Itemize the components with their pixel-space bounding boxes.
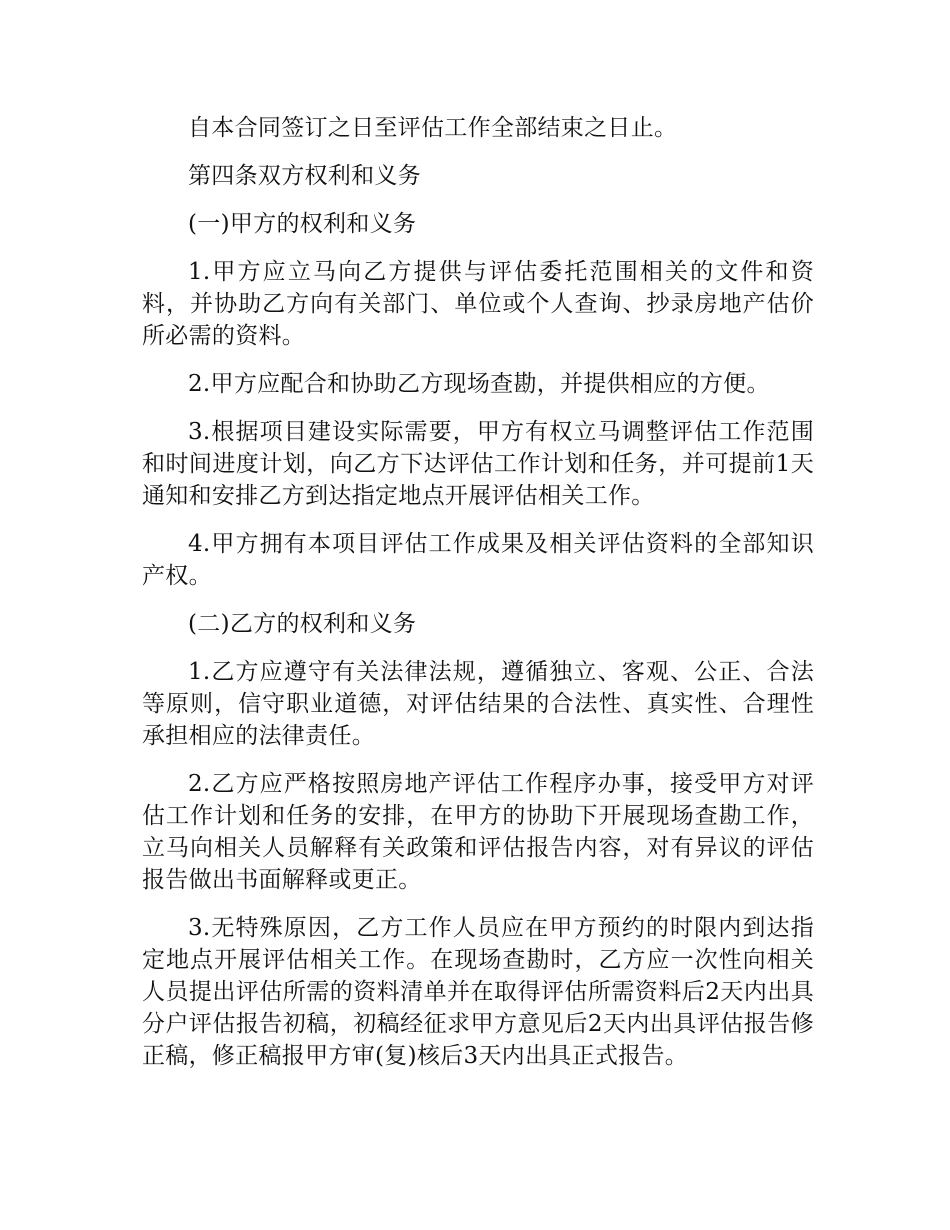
clause-b-3: 3.无特殊原因，乙方工作人员应在甲方预约的时限内到达指定地点开展评估相关工作。在现场查勘时，乙方应一次性向相关人员提出评估所需的资料清单并在取得评估所需资料后2天内出具分户评估报告初稿，初稿经征求甲方意见后2天内出具评估报告修正稿，修正稿报甲方审(复)核后3天内出具正式报告。 [142,915,814,1069]
clause-a-3: 3.根据项目建设实际需要，甲方有权立马调整评估工作范围和时间进度计划，向乙方下达评估工作计划和任务，并可提前1天通知和安排乙方到达指定地点开展评估相关工作。 [142,419,814,509]
document-page [142,112,814,1088]
heading-article-four: 第四条双方权利和义务 [188,163,421,189]
heading-party-b-rights: (二)乙方的权利和义务 [188,611,417,637]
heading-party-a-rights: (一)甲方的权利和义务 [188,211,417,237]
clause-b-2: 2.乙方应严格按照房地产评估工作程序办事，接受甲方对评估工作计划和任务的安排，在甲方的协助下开展现场查勘工作，立马向相关人员解释有关政策和评估报告内容，对有异议的评估报告做出书面解释或更正。 [142,771,814,893]
clause-a-2: 2.甲方应配合和协助乙方现场查勘，并提供相应的方便。 [188,371,770,397]
clause-a-4: 4.甲方拥有本项目评估工作成果及相关评估资料的全部知识产权。 [142,531,814,589]
clause-a-1: 1.甲方应立马向乙方提供与评估委托范围相关的文件和资料，并协助乙方向有关部门、单位或个人查询、抄录房地产估价所必需的资料。 [142,259,814,349]
clause-b-1: 1.乙方应遵守有关法律法规，遵循独立、客观、公正、合法等原则，信守职业道德，对评估结果的合法性、真实性、合理性承担相应的法律责任。 [142,659,814,749]
paragraph-term-period: 自本合同签订之日至评估工作全部结束之日止。 [188,115,678,141]
